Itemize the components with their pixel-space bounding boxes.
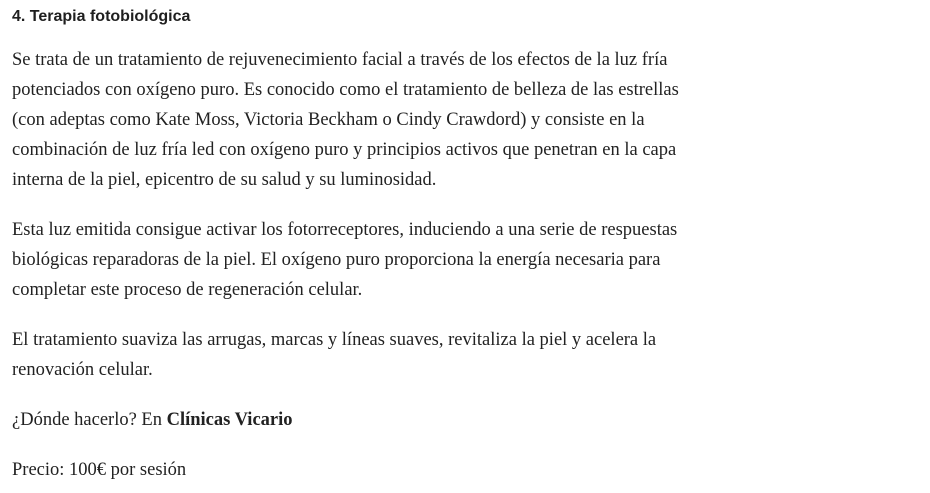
article-body [12,0,712,485]
paragraph-description: Se trata de un tratamiento de rejuvenecimiento facial a través de los efectos de la luz fría potenciados con oxígeno puro. Es conocido como el tratamiento de belleza de las estrellas (con adeptas como Kate Moss, Victoria Beckham o Cindy Crawdord) y consiste en la combinación de luz fría led con oxígeno puro y principios activos que penetran en la capa interna de la piel, epicentro de su salud y su luminosidad. [12,50,679,190]
price-text: Precio: 100€ por sesión [12,460,187,480]
where-to-do-it [12,405,712,435]
where-prefix: ¿Dónde hacerlo? En [12,410,167,430]
section-heading: 4. Terapia fotobiológica [12,8,191,25]
paragraph-light-effects: Esta luz emitida consigue activar los fotorreceptores, induciendo a una serie de respuestas biológicas reparadoras de la piel. El oxígeno puro proporciona la energía necesaria para completar este proceso de regeneración celular. [12,220,678,300]
paragraph-benefits: El tratamiento suaviza las arrugas, marcas y líneas suaves, revitaliza la piel y acelera la renovación celular. [12,330,657,380]
clinic-name: Clínicas Vicario [166,410,293,430]
